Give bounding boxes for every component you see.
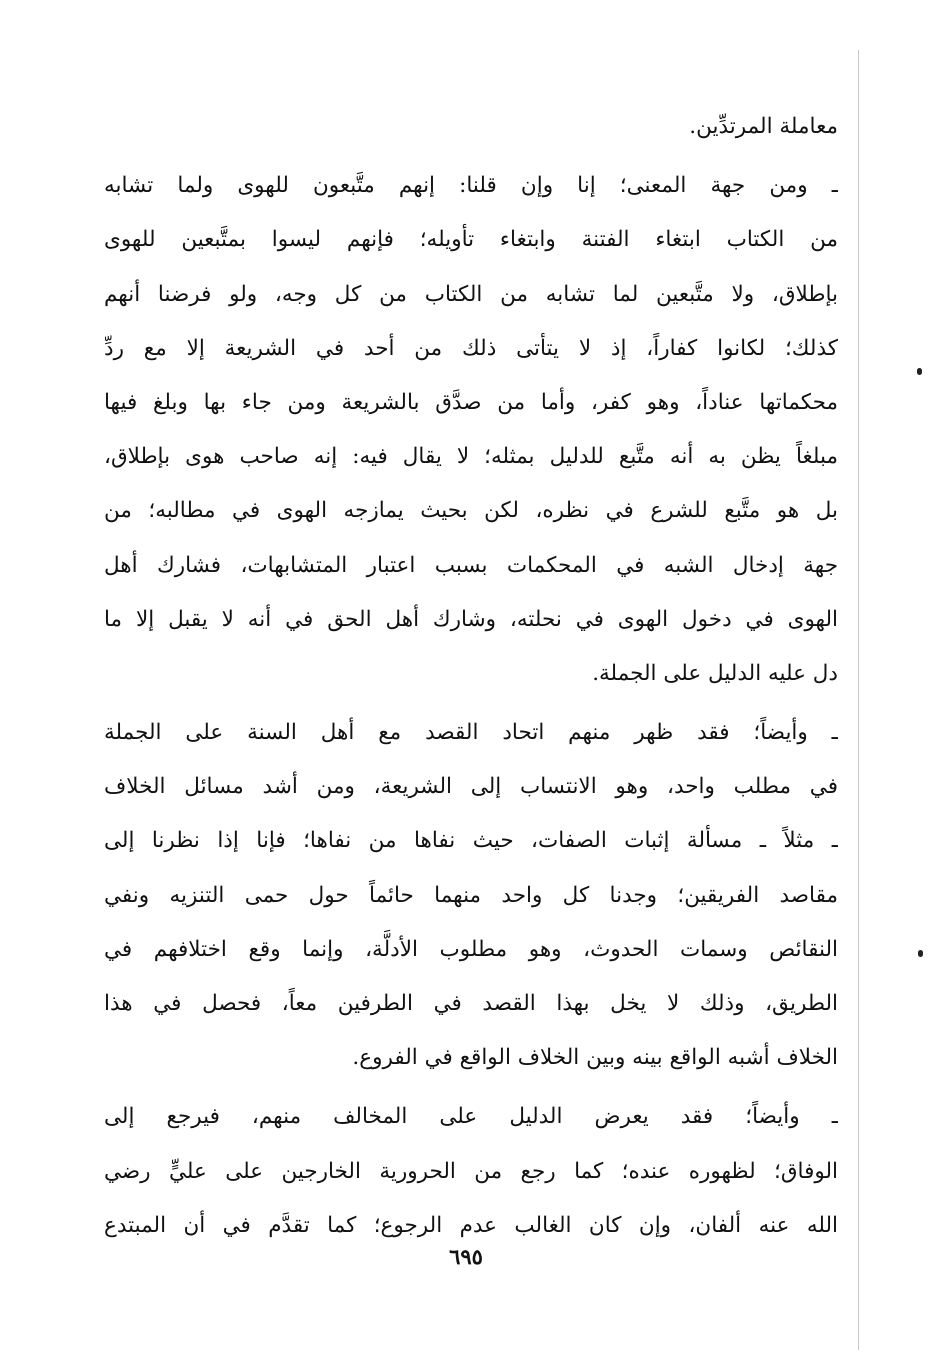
text-line: الله عنه ألفان، وإن كان الغالب عدم الرجوع؛ كما تقدَّم في أن المبتدع <box>104 1212 838 1238</box>
margin-dot <box>918 950 923 957</box>
text-line: مبلغاً يظن به أنه متَّبع للدليل بمثله؛ لا يقال فيه: إنه صاحب هوى بإطلاق، <box>104 444 838 470</box>
text-line: بل هو متَّبع للشرع في نظره، لكن بحيث يمازجه الهوى في مطالبه؛ من <box>104 498 838 524</box>
text-line: ـ ومن جهة المعنى؛ إنا وإن قلنا: إنهم متَّبعون للهوى ولما تشابه <box>104 173 838 199</box>
text-line: الخلاف أشبه الواقع بينه وبين الخلاف الواقع في الفروع. <box>352 1045 838 1071</box>
page-number: ٦٩٥ <box>449 1244 483 1269</box>
text-line: بإطلاق، ولا متَّبعين لما تشابه من الكتاب من كل وجه، ولو فرضنا أنهم <box>104 281 838 307</box>
text-line: الوفاق؛ لظهوره عنده؛ كما رجع من الحرورية الخارجين على عليٍّ رضي <box>104 1158 838 1184</box>
text-line: ـ وأيضاً؛ فقد يعرض الدليل على المخالف منهم، فيرجع إلى <box>104 1104 838 1130</box>
text-line: مقاصد الفريقين؛ وجدنا كل واحد منهما حائماً حول حمى التنزيه ونفي <box>104 882 838 908</box>
text-line: دل عليه الدليل على الجملة. <box>592 660 838 686</box>
text-line: الهوى في دخول الهوى في نحلته، وشارك أهل الحق في أنه لا يقبل إلا ما <box>104 606 838 632</box>
margin-dot <box>917 368 922 375</box>
body-text <box>104 100 838 1253</box>
text-line: جهة إدخال الشبه في المحكمات بسبب اعتبار المتشابهات، فشارك أهل <box>104 552 838 578</box>
paragraph <box>104 1090 838 1253</box>
text-line: معاملة المرتدِّين. <box>689 114 838 139</box>
text-line: الطريق، وذلك لا يخل بهذا القصد في الطرفين معاً، فحصل في هذا <box>104 991 838 1016</box>
text-line: كذلك؛ لكانوا كفاراً، إذ لا يتأتى ذلك من أحد في الشريعة إلا مع ردِّ <box>104 335 838 361</box>
text-line: محكماتها عناداً، وهو كفر، وأما من صدَّق بالشريعة ومن جاء بها وبلغ فيها <box>104 389 838 415</box>
paragraph <box>104 706 838 1085</box>
text-line: النقائص وسمات الحدوث، وهو مطلوب الأدلَّة، وإنما وقع اختلافهم في <box>104 936 838 962</box>
text-line: في مطلب واحد، وهو الانتساب إلى الشريعة، ومن أشد مسائل الخلاف <box>104 774 838 800</box>
text-line: من الكتاب ابتغاء الفتنة وابتغاء تأويله؛ فإنهم ليسوا بمتَّبعين للهوى <box>104 227 838 253</box>
text-line: ـ مثلاً ـ مسألة إثبات الصفات، حيث نفاها من نفاها؛ فإنا إذا نظرنا إلى <box>104 828 838 854</box>
paragraph <box>104 159 838 701</box>
margin-rule <box>858 50 859 1350</box>
text-line: ـ وأيضاً؛ فقد ظهر منهم اتحاد القصد مع أهل السنة على الجملة <box>104 720 838 746</box>
paragraph <box>104 100 838 154</box>
